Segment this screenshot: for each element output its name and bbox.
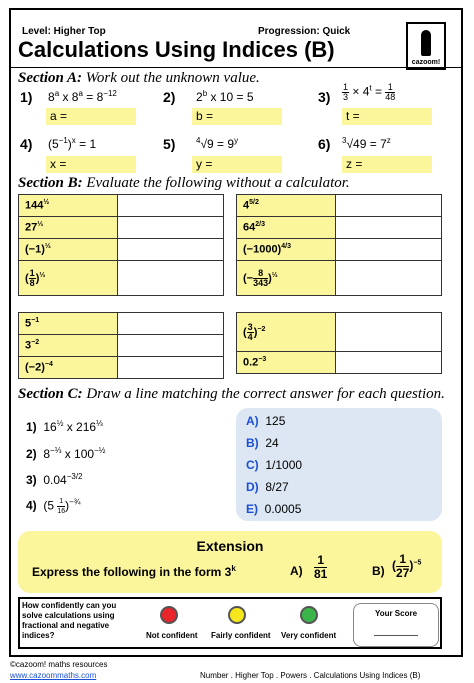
red-circle-icon[interactable] xyxy=(160,606,178,624)
section-c-question-3: 3) $0.04^{-3/2}$ xyxy=(26,472,83,487)
answer-option-e[interactable]: E) 0.0005 xyxy=(246,502,302,516)
expression-cell: $(-1000)^{4/3}$ xyxy=(237,239,336,261)
question-a1: 8$^a$ x $8^a = 8^{-12}$ xyxy=(48,89,117,104)
answer-option-b[interactable]: B) 24 xyxy=(246,436,279,450)
fairly-confident-label: Fairly confident xyxy=(211,631,271,640)
question-a5: $^4√9 = 9^y$ xyxy=(196,136,239,151)
answer-option-d[interactable]: D) 8/27 xyxy=(246,480,289,494)
answer-cell[interactable] xyxy=(118,313,224,335)
expression-cell: $5^{-1}$ xyxy=(19,313,118,335)
expression-cell: ( $\frac{3}{4}$ )$^{-2}$ xyxy=(237,313,336,352)
not-confident-label: Not confident xyxy=(146,631,198,640)
copyright: ©cazoom! maths resources xyxy=(10,660,108,669)
answer-cell[interactable] xyxy=(336,217,442,239)
section-a-heading: Section A: Work out the unknown value. xyxy=(18,70,260,86)
extension-panel xyxy=(18,531,442,593)
answer-cell[interactable] xyxy=(118,217,224,239)
expression-cell: $0.2^{-3}$ xyxy=(237,352,336,374)
question-number: 4) xyxy=(20,136,33,152)
question-a6: $^3√49 = 7^z$ xyxy=(342,136,391,151)
question-a3: $\frac{1}{3}$ × $4^t$ = $\frac{1}{48}$ xyxy=(343,82,396,102)
section-c-question-2: 2) $8^{-\frac{1}{3}}$ x $100^{-\frac{1}{2}}$ xyxy=(26,446,106,461)
header-divider xyxy=(11,67,461,68)
answer-box[interactable]: x = xyxy=(46,156,136,173)
expression-cell: $64^{2/3}$ xyxy=(237,217,336,239)
answer-box[interactable]: b = xyxy=(192,108,282,125)
extension-option-a-label: A) xyxy=(290,564,303,578)
confidence-question: How confidently can you solve calculations using fractional and negative indices? xyxy=(22,601,117,640)
section-b-table-1 xyxy=(18,194,224,296)
question-number: 3) xyxy=(318,89,331,105)
section-b-table-2 xyxy=(236,194,442,296)
extension-option-b-label: B) xyxy=(372,564,385,578)
answer-cell[interactable] xyxy=(118,239,224,261)
score-line[interactable] xyxy=(374,635,418,636)
question-number: 5) xyxy=(163,136,176,152)
expression-cell: ( $\frac{1}{8}$ )$^{\frac{1}{3}}$ xyxy=(19,261,118,296)
question-number: 6) xyxy=(318,136,331,152)
answer-box[interactable]: z = xyxy=(342,156,432,173)
question-number: 1) xyxy=(20,89,33,105)
question-a4: $(5^{-1})^x = 1$ xyxy=(48,136,97,151)
logo-text: cazoom! xyxy=(411,59,441,66)
expression-cell: $4^{5/2}$ xyxy=(237,195,336,217)
section-c-heading: Section C: Draw a line matching the correct answer for each question. xyxy=(18,386,445,402)
expression-cell: $(-1)^{\frac{1}{3}}$ xyxy=(19,239,118,261)
website-link[interactable]: www.cazoommaths.com xyxy=(10,671,97,680)
extension-option-a-value: $\frac{1}{81}$ xyxy=(314,553,328,581)
answer-box[interactable]: a = xyxy=(46,108,136,125)
keyhole-icon xyxy=(421,30,431,56)
answer-cell[interactable] xyxy=(118,357,224,379)
section-b-table-3 xyxy=(18,312,224,379)
green-circle-icon[interactable] xyxy=(300,606,318,624)
level-label: Level: Higher Top xyxy=(22,26,106,37)
answer-option-c[interactable]: C) 1/1000 xyxy=(246,458,303,472)
progression-label: Progression: Quick xyxy=(258,26,351,37)
answer-cell[interactable] xyxy=(336,261,442,296)
answer-cell[interactable] xyxy=(336,239,442,261)
question-a2: 2$^b$ x 10 = 5 xyxy=(196,89,254,104)
extension-option-b-value: ( $\frac{1}{27}$ )$^{-5}$ xyxy=(392,552,422,580)
answer-option-a[interactable]: A) 125 xyxy=(246,414,286,428)
expression-cell: $(-2)^{-4}$ xyxy=(19,357,118,379)
yellow-circle-icon[interactable] xyxy=(228,606,246,624)
score-box xyxy=(353,603,439,647)
answer-cell[interactable] xyxy=(336,313,442,352)
expression-cell: (− $\frac{8}{343}$ )$^{\frac{1}{3}}$ xyxy=(237,261,336,296)
expression-cell: $27^{\frac{1}{3}}$ xyxy=(19,217,118,239)
answer-cell[interactable] xyxy=(118,261,224,296)
breadcrumb: Number . Higher Top . Powers . Calculations Using Indices (B) xyxy=(200,671,421,680)
very-confident-label: Very confident xyxy=(281,631,337,640)
extension-instruction: Express the following in the form 3$^k$ xyxy=(32,564,236,579)
score-label: Your Score xyxy=(374,609,418,618)
question-number: 2) xyxy=(163,89,176,105)
answer-cell[interactable] xyxy=(336,352,442,374)
section-c-question-4: 4) (5 $\frac{1}{16}$ )$^{-\frac{3}{4}}$ xyxy=(26,497,81,515)
section-b-table-4 xyxy=(236,312,442,374)
answer-box[interactable]: t = xyxy=(342,108,432,125)
worksheet-title: Calculations Using Indices (B) xyxy=(18,37,335,62)
extension-title: Extension xyxy=(196,538,264,554)
expression-cell: $3^{-2}$ xyxy=(19,335,118,357)
answer-box[interactable]: y = xyxy=(192,156,282,173)
expression-cell: $144^{\frac{1}{2}}$ xyxy=(19,195,118,217)
answer-cell[interactable] xyxy=(336,195,442,217)
answer-cell[interactable] xyxy=(118,195,224,217)
answer-cell[interactable] xyxy=(118,335,224,357)
cazoom-logo xyxy=(406,22,446,70)
section-b-heading: Section B: Evaluate the following without a calculator. xyxy=(18,175,350,191)
section-c-question-1: 1) $16^{\frac{1}{2}}$ x $216^{\frac{1}{3}}$ xyxy=(26,419,103,434)
